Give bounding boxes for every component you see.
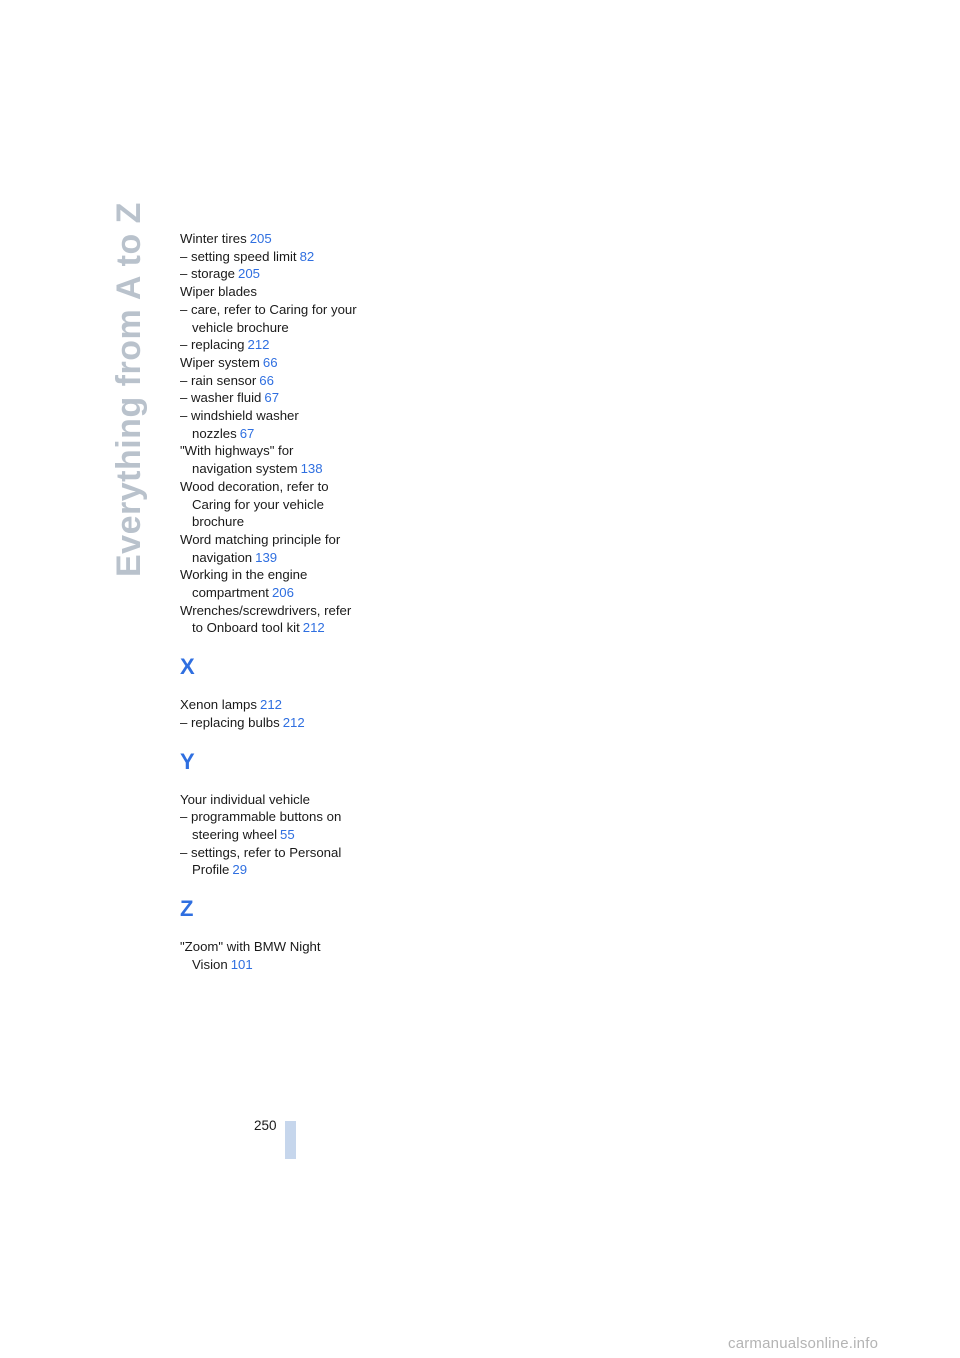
- index-entry: [180, 354, 380, 372]
- index-entry: [180, 372, 380, 390]
- page-link[interactable]: 205: [238, 266, 261, 282]
- page-link[interactable]: 212: [259, 697, 282, 713]
- entry-text: Wood decoration, refer to: [180, 478, 329, 494]
- entry-continuation: Profile 29: [192, 862, 248, 878]
- page-link[interactable]: 212: [282, 714, 305, 730]
- index-entry: [180, 265, 380, 283]
- index-entry: [180, 566, 380, 601]
- entry-text: Working in the engine: [180, 567, 308, 583]
- page-link[interactable]: 101: [230, 956, 253, 972]
- entry-text: – windshield washer: [180, 408, 299, 424]
- entry-continuation: to Onboard tool kit 212: [192, 620, 325, 636]
- page-link[interactable]: 66: [259, 372, 274, 388]
- index-column: [180, 230, 380, 974]
- entry-continuation: brochure: [192, 514, 245, 530]
- index-entry: [180, 808, 380, 843]
- page-link[interactable]: 29: [232, 862, 248, 878]
- index-entry: [180, 844, 380, 879]
- index-entry: [180, 938, 380, 973]
- entry-text: Your individual vehicle: [180, 791, 311, 807]
- page-link[interactable]: 138: [300, 461, 323, 477]
- index-entry: [180, 714, 380, 732]
- entry-continuation: navigation 139: [192, 549, 278, 565]
- page-link[interactable]: 139: [255, 549, 278, 565]
- entry-text: – setting speed limit: [180, 248, 297, 264]
- page-link[interactable]: 205: [249, 231, 272, 246]
- entry-text: "With highways" for: [180, 443, 294, 459]
- index-entry: [180, 602, 380, 637]
- entry-text: – storage: [180, 266, 235, 282]
- page-link[interactable]: 67: [264, 390, 280, 406]
- entry-text: – settings, refer to Personal: [180, 844, 342, 860]
- entry-text: "Zoom" with BMW Night: [180, 939, 321, 955]
- entry-text: – rain sensor: [180, 372, 257, 388]
- section-letter-y: Y: [180, 748, 195, 774]
- entry-text: – care, refer to Caring for your: [180, 301, 357, 317]
- entry-text: Wrenches/screwdrivers, refer: [180, 602, 352, 618]
- index-entry: [180, 407, 380, 442]
- page-link[interactable]: 206: [271, 585, 294, 601]
- index-entry: [180, 791, 380, 809]
- sidebar-title: Everything from A to Z: [110, 202, 148, 578]
- entry-text: – washer fluid: [180, 390, 262, 406]
- index-entry: [180, 531, 380, 566]
- page-link[interactable]: 66: [262, 354, 278, 370]
- section-letter-z: Z: [180, 896, 194, 922]
- index-entry: [180, 389, 380, 407]
- page-marker-bar: [285, 1121, 296, 1159]
- entry-text: Word matching principle for: [180, 531, 341, 547]
- index-entry: [180, 301, 380, 336]
- entry-continuation: compartment 206: [192, 585, 294, 601]
- page-link[interactable]: 82: [299, 248, 315, 264]
- entry-continuation: nozzles 67: [192, 425, 255, 441]
- index-entry: [180, 248, 380, 266]
- entry-continuation: Caring for your vehicle: [192, 496, 324, 512]
- page-link[interactable]: 212: [302, 620, 325, 636]
- index-entry: [180, 230, 380, 248]
- entry-continuation: vehicle brochure: [192, 319, 289, 335]
- entry-text: – replacing bulbs: [180, 714, 280, 730]
- index-entry: [180, 696, 380, 714]
- section-letter-x: X: [180, 654, 195, 680]
- entry-continuation: navigation system 138: [192, 461, 323, 477]
- entry-text: Wiper blades: [180, 284, 257, 300]
- page-link[interactable]: 55: [280, 826, 295, 842]
- entry-continuation: steering wheel 55: [192, 826, 295, 842]
- watermark: carmanualsonline.info: [728, 1335, 879, 1352]
- entry-text: Xenon lamps: [180, 697, 257, 713]
- entry-text: Wiper system: [180, 354, 260, 370]
- index-entry: [180, 336, 380, 354]
- entry-text: Winter tires: [180, 231, 247, 246]
- page-number: 250: [254, 1118, 277, 1133]
- index-entry: [180, 478, 380, 531]
- entry-text: – programmable buttons on: [180, 809, 342, 825]
- page-link[interactable]: 67: [239, 425, 255, 441]
- entry-continuation: Vision 101: [192, 956, 253, 972]
- index-entry: [180, 283, 380, 301]
- entry-text: – replacing: [180, 337, 245, 353]
- page-link[interactable]: 212: [247, 337, 270, 353]
- index-entry: [180, 442, 380, 477]
